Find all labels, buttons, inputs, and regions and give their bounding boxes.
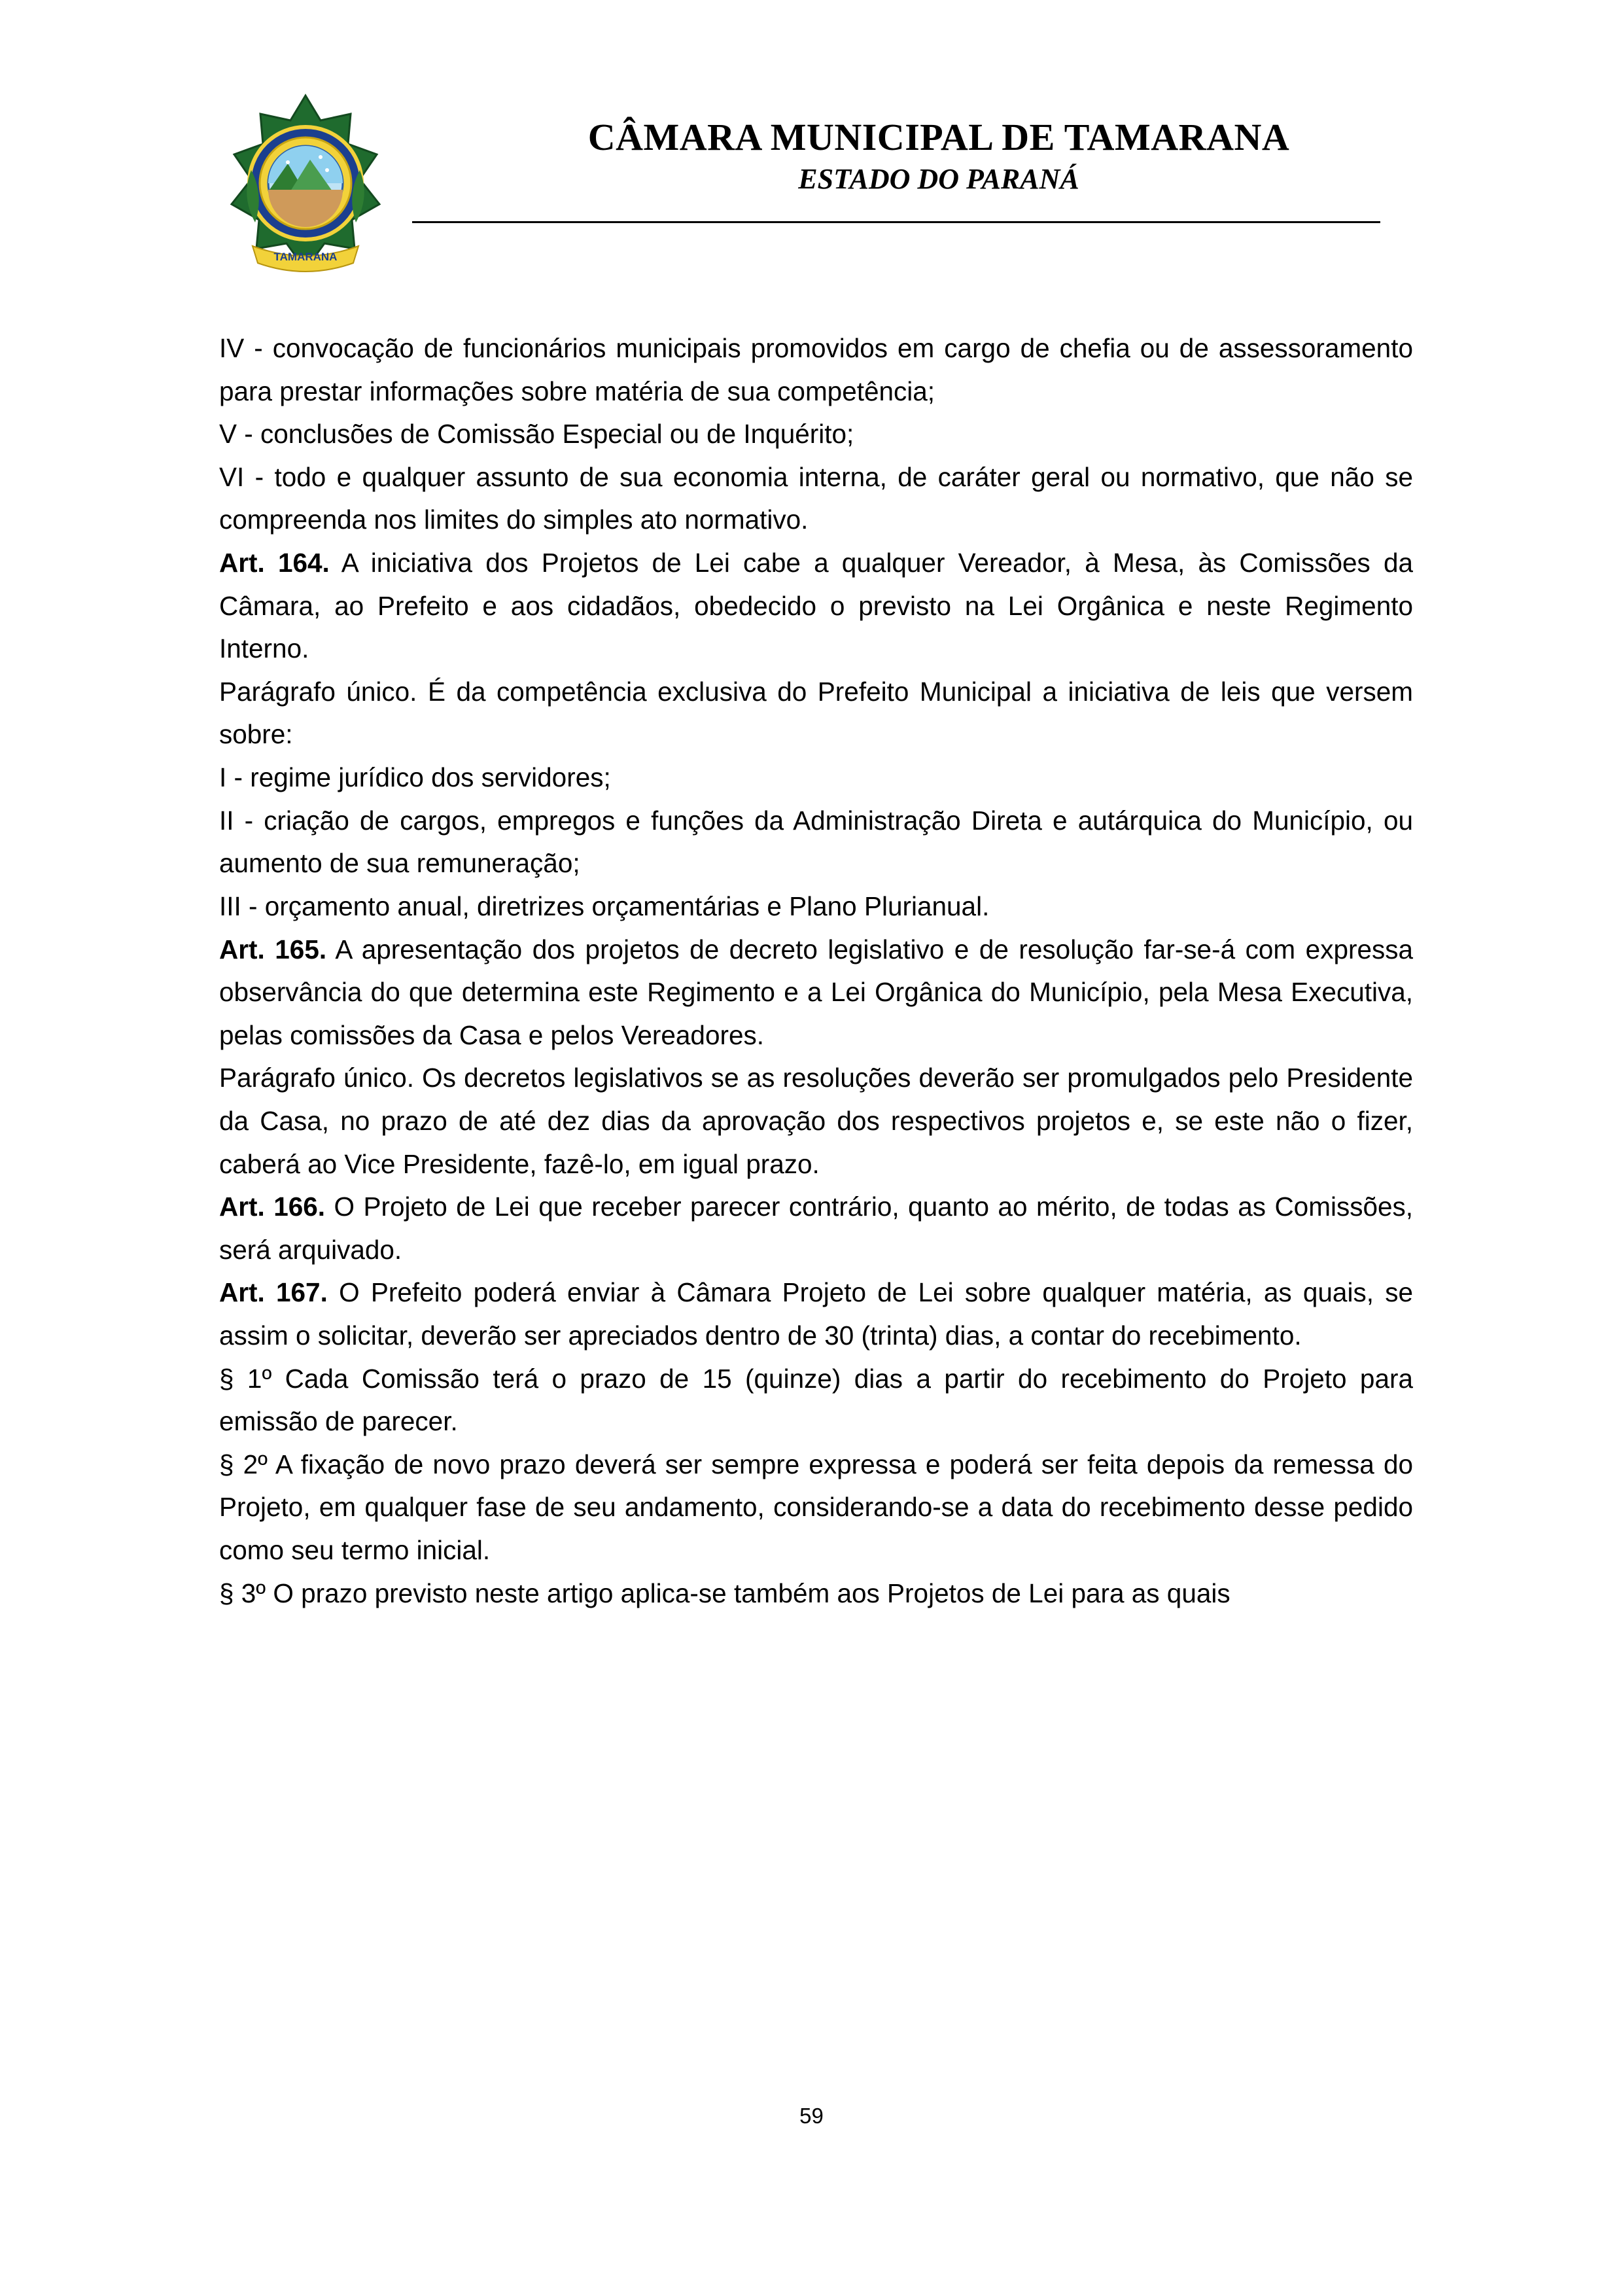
header-title-block [464,118,1413,194]
page-footer [0,2104,1623,2128]
paragraph-art-164 [219,542,1413,671]
paragraph-text: § 3º O prazo previsto neste artigo aplica-se também aos Projetos de Lei para as quais [219,1578,1230,1608]
paragraph-inciso-v [219,413,1413,456]
article-label: Art. 167. [219,1277,328,1308]
paragraph-art-164-unico [219,671,1413,756]
article-label: Art. 164. [219,548,330,578]
paragraph-inciso-vi [219,456,1413,542]
paragraph-text: A apresentação dos projetos de decreto legislativo e de resolução far-se-á com expressa observância do que determina este Regimento e a Lei Orgânica do Município, pela Mesa Executiva, pelas comissões da Casa e pelos Vereadores. [219,934,1414,1050]
paragraph-art-167-par-3 [219,1572,1413,1616]
paragraph-text: VI - todo e qualquer assunto de sua economia interna, de caráter geral ou normativo, que não se compreenda nos limites do simples ato normativo. [219,461,1413,535]
paragraph-text: V - conclusões de Comissão Especial ou de Inquérito; [219,419,854,450]
header-divider [412,221,1380,223]
paragraph-inciso-iv [219,327,1413,413]
paragraph-text: § 1º Cada Comissão terá o prazo de 15 (quinze) dias a partir do recebimento do Projeto para emissão de parecer. [219,1363,1413,1437]
paragraph-inciso-iii [219,885,1413,928]
paragraph-text: III - orçamento anual, diretrizes orçamentárias e Plano Plurianual. [219,891,990,921]
article-label: Art. 165. [219,934,327,964]
paragraph-text: I - regime jurídico dos servidores; [219,762,611,793]
paragraph-art-167-par-2 [219,1443,1413,1572]
paragraph-text: § 2º A fixação de novo prazo deverá ser sempre expressa e poderá ser feita depois da remessa do Projeto, em qualquer fase de seu andamento, considerando-se a data do recebimento desse pedido como seu termo inicial. [219,1449,1413,1566]
paragraph-text: II - criação de cargos, empregos e funções da Administração Direta e autárquica do Município, ou aumento de sua remuneração; [219,805,1413,879]
paragraph-inciso-i [219,756,1413,800]
paragraph-art-167 [219,1271,1413,1357]
coat-of-arms-icon [222,92,389,288]
paragraph-text: Parágrafo único. É da competência exclusiva do Prefeito Municipal a iniciativa de leis que versem sobre: [219,676,1413,750]
document-body [219,327,1413,1615]
paragraph-art-167-par-1 [219,1358,1413,1443]
page-number: 59 [799,2104,824,2128]
paragraph-text: O Prefeito poderá enviar à Câmara Projeto de Lei sobre qualquer matéria, as quais, se assim o solicitar, deverão ser apreciados dentro de 30 (trinta) dias, a contar do recebimento. [219,1277,1413,1351]
paragraph-art-165-unico [219,1057,1413,1186]
paragraph-text: O Projeto de Lei que receber parecer contrário, quanto ao mérito, de todas as Comissões, será arquivado. [219,1192,1413,1265]
svg-text:TAMARANA: TAMARANA [273,251,338,263]
paragraph-inciso-ii [219,800,1413,885]
paragraph-text: Parágrafo único. Os decretos legislativos se as resoluções deverão ser promulgados pelo Presidente da Casa, no prazo de até dez dias da aprovação dos respectivos projetos e, se este não o fizer, caberá ao Vice Presidente, fazê-lo, em igual prazo. [219,1063,1413,1179]
paragraph-art-166 [219,1186,1413,1271]
institution-title: CÂMARA MUNICIPAL DE TAMARANA [587,116,1290,158]
paragraph-art-165 [219,928,1413,1057]
article-label: Art. 166. [219,1192,326,1222]
paragraph-text: A iniciativa dos Projetos de Lei cabe a qualquer Vereador, à Mesa, às Comissões da Câmara, ao Prefeito e aos cidadãos, obedecido o previsto na Lei Orgânica e neste Regimento Interno. [219,548,1413,664]
institution-subtitle: ESTADO DO PARANÁ [798,162,1079,195]
paragraph-text: IV - convocação de funcionários municipais promovidos em cargo de chefia ou de assessoramento para prestar informações sobre matéria de sua competência; [219,333,1413,406]
document-header [216,79,1413,294]
